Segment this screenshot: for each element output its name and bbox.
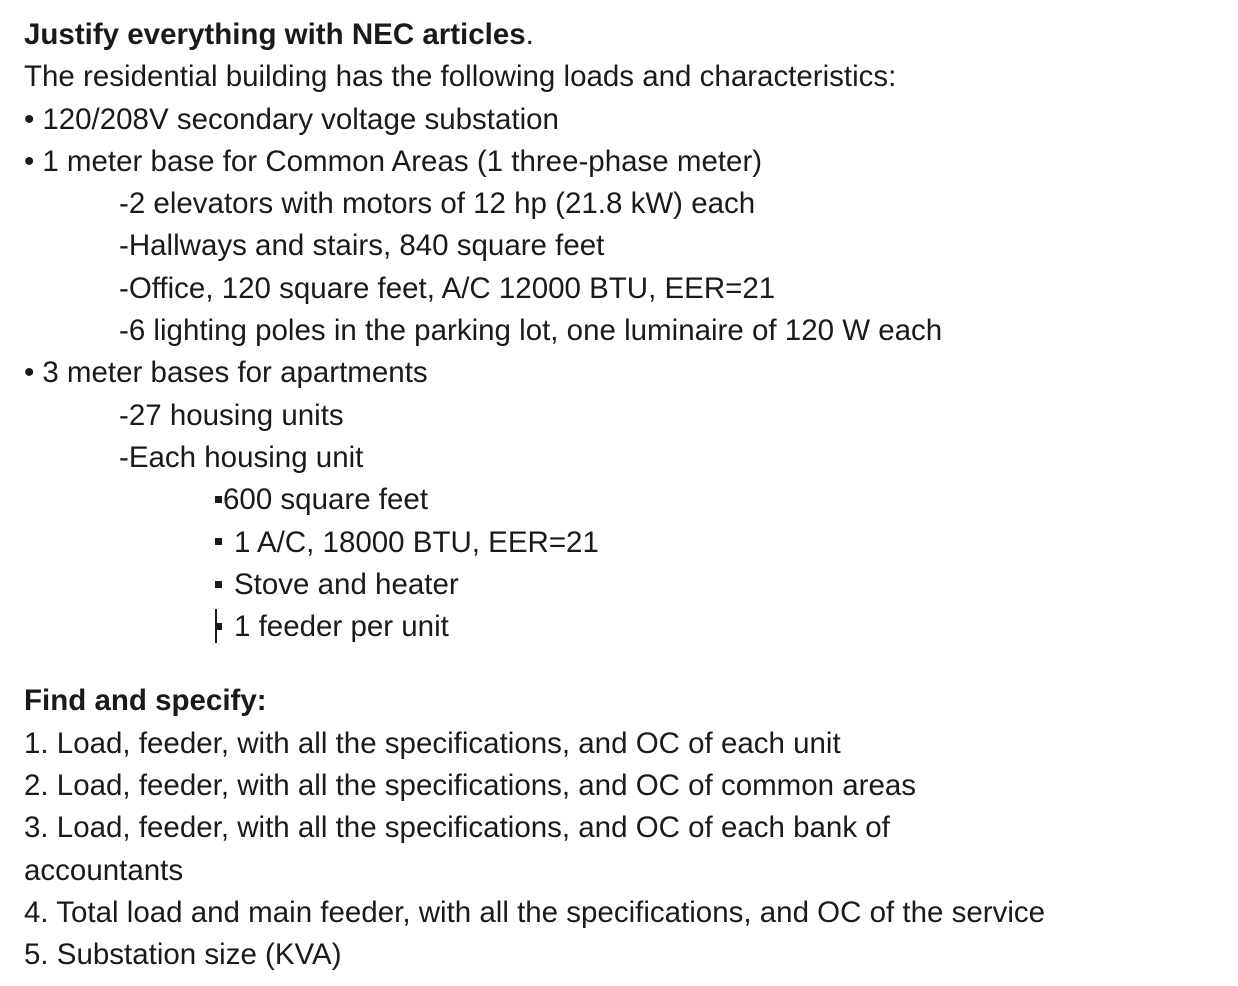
find-item-4: 4. Total load and main feeder, with all the specifications, and OC of the service xyxy=(24,895,1046,929)
apartment-item-units: -27 housing units xyxy=(119,398,344,432)
unit-item-feeder xyxy=(24,606,1224,648)
problem-document xyxy=(24,14,1224,977)
bullet-dot: • xyxy=(24,102,35,136)
unit-item-area-text: 600 square feet xyxy=(223,483,429,517)
bullet-substation xyxy=(24,99,1224,141)
unit-item-ac xyxy=(24,522,1224,564)
section-gap xyxy=(24,648,1224,680)
header-bold: Justify everything with NEC articles xyxy=(24,18,526,51)
bullet-apartments-text: 3 meter bases for apartments xyxy=(42,356,428,390)
unit-item-stove-text: Stove and heater xyxy=(234,567,459,601)
find-item-2: 2. Load, feeder, with all the specifications, and OC of common areas xyxy=(24,769,917,803)
apartment-item-each-unit: -Each housing unit xyxy=(119,440,364,474)
text-cursor-icon xyxy=(215,623,222,630)
unit-item-ac-text: 1 A/C, 18000 BTU, EER=21 xyxy=(234,525,599,559)
bullet-dot: • xyxy=(24,356,35,390)
bullet-apartments xyxy=(24,352,1224,394)
unit-item-stove xyxy=(24,564,1224,606)
common-item-office: -Office, 120 square feet, A/C 12000 BTU, EER=21 xyxy=(119,271,776,305)
bullet-common-areas xyxy=(24,141,1224,183)
bullet-common-areas-text: 1 meter base for Common Areas (1 three-phase meter) xyxy=(42,144,763,178)
find-item-1: 1. Load, feeder, with all the specifications, and OC of each unit xyxy=(24,726,841,760)
square-bullet-icon xyxy=(215,496,222,503)
bullet-dot: • xyxy=(24,144,35,178)
find-title: Find and specify: xyxy=(24,684,267,718)
find-item-5: 5. Substation size (KVA) xyxy=(24,938,342,972)
find-item-3-continued: accountants xyxy=(24,853,184,887)
bullet-substation-text: 120/208V secondary voltage substation xyxy=(42,102,559,136)
unit-item-feeder-text: 1 feeder per unit xyxy=(234,610,449,644)
square-bullet-icon xyxy=(215,581,222,588)
square-bullet-icon xyxy=(215,538,222,545)
intro-text: The residential building has the following loads and characteristics: xyxy=(24,60,897,94)
find-item-3: 3. Load, feeder, with all the specifications, and OC of each bank of xyxy=(24,811,890,845)
header-period: . xyxy=(525,18,534,51)
common-item-hallways: -Hallways and stairs, 840 square feet xyxy=(119,229,605,263)
unit-item-area xyxy=(24,479,1224,521)
common-item-lighting: -6 lighting poles in the parking lot, one luminaire of 120 W each xyxy=(119,314,943,348)
header-line xyxy=(24,14,1224,56)
common-item-elevators: -2 elevators with motors of 12 hp (21.8 kW) each xyxy=(119,187,756,221)
